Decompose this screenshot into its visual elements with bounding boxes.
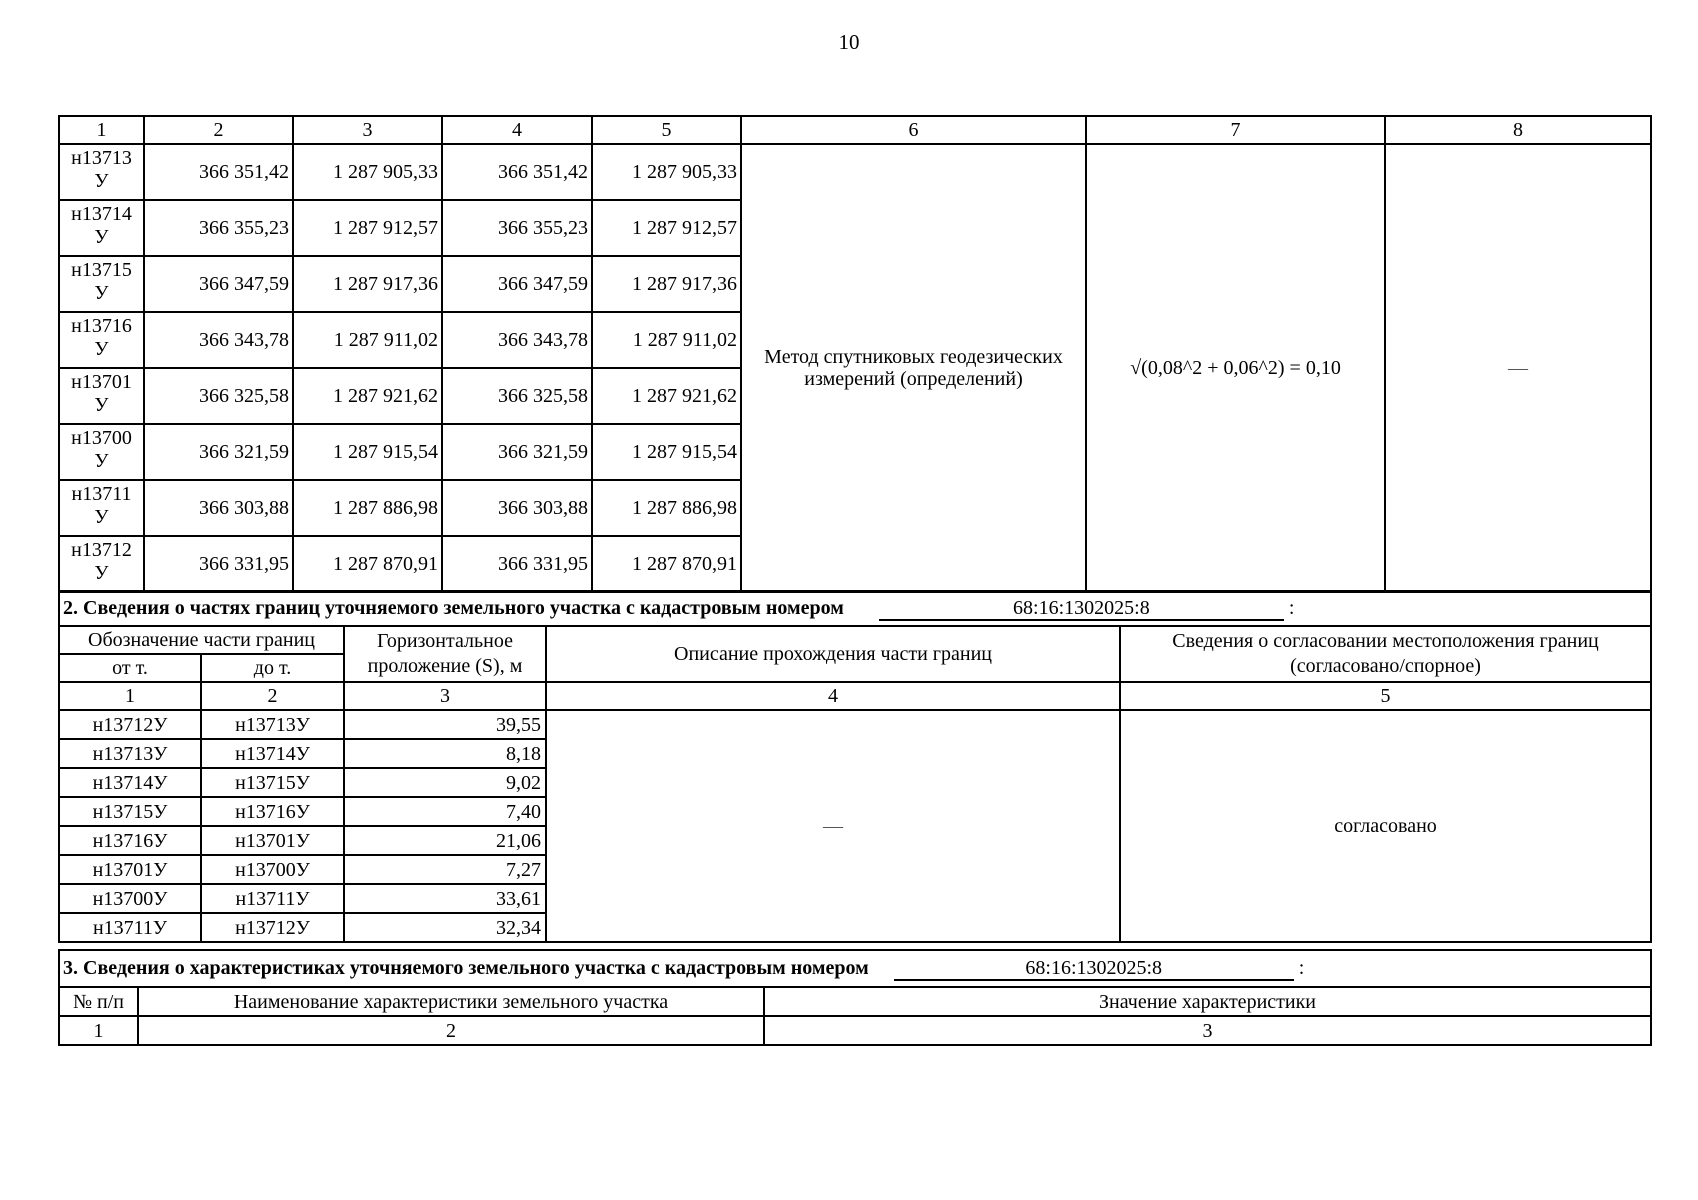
y-old: 1 287 911,02 bbox=[293, 312, 442, 368]
x-old: 366 355,23 bbox=[144, 200, 293, 256]
header-to: до т. bbox=[201, 654, 344, 682]
column-header: 6 bbox=[741, 116, 1086, 144]
section-2-title bbox=[59, 591, 1651, 626]
from-point: н13715У bbox=[59, 797, 201, 826]
header-designation: Обозначение части границ bbox=[59, 626, 344, 654]
y-new: 1 287 921,62 bbox=[592, 368, 741, 424]
header-from: от т. bbox=[59, 654, 201, 682]
column-header: 7 bbox=[1086, 116, 1385, 144]
column-number: 1 bbox=[59, 1016, 138, 1045]
column-number: 1 bbox=[59, 682, 201, 710]
accuracy-cell: √(0,08^2 + 0,06^2) = 0,10 bbox=[1086, 144, 1385, 592]
distance: 8,18 bbox=[344, 739, 546, 768]
x-old: 366 303,88 bbox=[144, 480, 293, 536]
header-name: Наименование характеристики земельного участка bbox=[138, 987, 764, 1016]
y-new: 1 287 911,02 bbox=[592, 312, 741, 368]
y-old: 1 287 915,54 bbox=[293, 424, 442, 480]
distance: 7,40 bbox=[344, 797, 546, 826]
point-name: н13712 У bbox=[59, 536, 144, 592]
from-point: н13712У bbox=[59, 710, 201, 739]
x-new: 366 355,23 bbox=[442, 200, 592, 256]
x-new: 366 325,58 bbox=[442, 368, 592, 424]
to-point: н13700У bbox=[201, 855, 344, 884]
x-new: 366 331,95 bbox=[442, 536, 592, 592]
from-point: н13701У bbox=[59, 855, 201, 884]
point-name: н13701 У bbox=[59, 368, 144, 424]
distance: 32,34 bbox=[344, 913, 546, 942]
y-new: 1 287 905,33 bbox=[592, 144, 741, 200]
header-description: Описание прохождения части границ bbox=[546, 626, 1120, 682]
y-new: 1 287 870,91 bbox=[592, 536, 741, 592]
header-value: Значение характеристики bbox=[764, 987, 1651, 1016]
point-name: н13700 У bbox=[59, 424, 144, 480]
column-number: 2 bbox=[201, 682, 344, 710]
from-point: н13700У bbox=[59, 884, 201, 913]
characteristics-table bbox=[58, 949, 1652, 1046]
y-new: 1 287 912,57 bbox=[592, 200, 741, 256]
point-name: н13715 У bbox=[59, 256, 144, 312]
y-old: 1 287 905,33 bbox=[293, 144, 442, 200]
from-point: н13711У bbox=[59, 913, 201, 942]
point-name: н13713 У bbox=[59, 144, 144, 200]
x-old: 366 325,58 bbox=[144, 368, 293, 424]
x-new: 366 343,78 bbox=[442, 312, 592, 368]
boundary-parts-table bbox=[58, 590, 1652, 943]
table-row bbox=[59, 710, 1651, 739]
column-header: 5 bbox=[592, 116, 741, 144]
to-point: н13701У bbox=[201, 826, 344, 855]
x-new: 366 351,42 bbox=[442, 144, 592, 200]
to-point: н13712У bbox=[201, 913, 344, 942]
to-point: н13715У bbox=[201, 768, 344, 797]
column-header: 1 bbox=[59, 116, 144, 144]
to-point: н13711У bbox=[201, 884, 344, 913]
x-new: 366 321,59 bbox=[442, 424, 592, 480]
x-old: 366 347,59 bbox=[144, 256, 293, 312]
y-new: 1 287 917,36 bbox=[592, 256, 741, 312]
column-header: 3 bbox=[293, 116, 442, 144]
agreement-cell: согласовано bbox=[1120, 710, 1651, 942]
colon: : bbox=[1298, 956, 1305, 979]
point-name: н13716 У bbox=[59, 312, 144, 368]
x-new: 366 347,59 bbox=[442, 256, 592, 312]
column-number: 4 bbox=[546, 682, 1120, 710]
to-point: н13716У bbox=[201, 797, 344, 826]
header-num: № п/п bbox=[59, 987, 138, 1016]
y-old: 1 287 886,98 bbox=[293, 480, 442, 536]
distance: 33,61 bbox=[344, 884, 546, 913]
distance: 7,27 bbox=[344, 855, 546, 884]
distance: 21,06 bbox=[344, 826, 546, 855]
col8-cell: — bbox=[1385, 144, 1651, 592]
to-point: н13714У bbox=[201, 739, 344, 768]
header-distance: Горизонтальное проложение (S), м bbox=[344, 626, 546, 682]
method-cell: Метод спутниковых геодезических измерений (определений) bbox=[741, 144, 1086, 592]
x-new: 366 303,88 bbox=[442, 480, 592, 536]
x-old: 366 321,59 bbox=[144, 424, 293, 480]
table-row bbox=[59, 144, 1651, 200]
section-3-title-text: 3. Сведения о характеристиках уточняемого земельного участка с кадастровым номером bbox=[63, 956, 869, 979]
section-2-title-text: 2. Сведения о частях границ уточняемого земельного участка с кадастровым номером bbox=[63, 596, 844, 619]
page-number: 10 bbox=[838, 30, 860, 54]
x-old: 366 331,95 bbox=[144, 536, 293, 592]
colon: : bbox=[1288, 596, 1295, 619]
to-point: н13713У bbox=[201, 710, 344, 739]
y-old: 1 287 912,57 bbox=[293, 200, 442, 256]
column-header: 2 bbox=[144, 116, 293, 144]
x-old: 366 351,42 bbox=[144, 144, 293, 200]
cadastral-number: 68:16:1302025:8 bbox=[879, 597, 1284, 621]
point-name: н13711 У bbox=[59, 480, 144, 536]
x-old: 366 343,78 bbox=[144, 312, 293, 368]
description-cell: — bbox=[546, 710, 1120, 942]
coordinates-table bbox=[58, 115, 1652, 593]
column-header: 8 bbox=[1385, 116, 1651, 144]
column-number: 5 bbox=[1120, 682, 1651, 710]
from-point: н13713У bbox=[59, 739, 201, 768]
from-point: н13716У bbox=[59, 826, 201, 855]
column-number: 3 bbox=[344, 682, 546, 710]
section-3-title bbox=[59, 950, 1651, 987]
y-old: 1 287 917,36 bbox=[293, 256, 442, 312]
distance: 9,02 bbox=[344, 768, 546, 797]
column-number: 3 bbox=[764, 1016, 1651, 1045]
y-old: 1 287 870,91 bbox=[293, 536, 442, 592]
column-number: 2 bbox=[138, 1016, 764, 1045]
column-header: 4 bbox=[442, 116, 592, 144]
point-name: н13714 У bbox=[59, 200, 144, 256]
cadastral-number: 68:16:1302025:8 bbox=[894, 957, 1294, 981]
y-old: 1 287 921,62 bbox=[293, 368, 442, 424]
y-new: 1 287 886,98 bbox=[592, 480, 741, 536]
y-new: 1 287 915,54 bbox=[592, 424, 741, 480]
distance: 39,55 bbox=[344, 710, 546, 739]
from-point: н13714У bbox=[59, 768, 201, 797]
header-agreement: Сведения о согласовании местоположения границ (согласовано/спорное) bbox=[1120, 626, 1651, 682]
